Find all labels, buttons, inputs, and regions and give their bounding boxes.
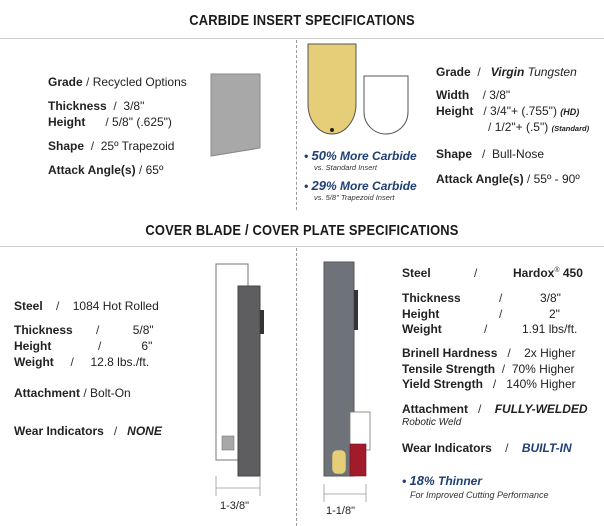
standard-bullnose-insert (364, 76, 408, 134)
cover-section-title: COVER BLADE / COVER PLATE SPECIFICATIONS (145, 222, 459, 239)
recycled-insert-small (222, 436, 234, 450)
virgin-width-row: Width / 3/8" (436, 88, 511, 102)
recycled-grade-row: Grade / Recycled Options (48, 75, 187, 89)
bolt-on-blade-illustration (210, 262, 270, 498)
trapezoid-insert-illustration (208, 72, 264, 158)
thinner-bullet: • 18% Thinner (402, 473, 483, 488)
right-thickness-row: Thickness (402, 291, 461, 305)
carbide-bullet-1: • 50% More Carbide (304, 148, 417, 163)
carbide-divider (296, 40, 297, 210)
left-wear-row: Wear Indicators / NONE (14, 424, 162, 438)
wear-indicator (350, 444, 366, 476)
trapezoid-insert-shape (211, 74, 260, 156)
insert-center-dot (330, 128, 334, 132)
right-dimension-label: 1-1/8" (326, 505, 355, 517)
weld-bead (354, 290, 358, 330)
bolt-on-cover-blade (238, 286, 260, 476)
left-thickness-row: Thickness / 5/8" (14, 323, 154, 337)
virgin-angle-row: Attack Angle(s) / 55º - 90º (436, 172, 580, 186)
virgin-shape-row: Shape / Bull-Nose (436, 147, 545, 161)
built-in-carbide-insert (332, 450, 346, 474)
bullnose-inserts-illustration (304, 40, 414, 140)
bolt-head (260, 310, 264, 334)
cover-title-rule (0, 246, 604, 247)
recycled-thickness-row: Thickness / 3/8" (48, 99, 145, 113)
right-attachment-row: Attachment / FULLY-WELDED (402, 402, 588, 416)
carbide-bullet-2: • 29% More Carbide (304, 178, 417, 193)
right-weight-value: 1.91 lbs/ft. (522, 322, 578, 336)
right-attachment-note: Robotic Weld (402, 417, 462, 428)
welded-blade-illustration (318, 258, 372, 504)
right-weight-row: Weight (402, 322, 442, 336)
thinner-sub: For Improved Cutting Performance (410, 490, 549, 500)
right-yield-row: Yield Strength / 140% Higher (402, 377, 576, 391)
virgin-grade-row: Grade / Virgin Tungsten (436, 65, 577, 79)
left-attachment-row: Attachment / Bolt-On (14, 386, 131, 400)
right-height-row: Height (402, 307, 440, 321)
right-brinell-row: Brinell Hardness / 2x Higher (402, 346, 576, 360)
right-tensile-row: Tensile Strength / 70% Higher (402, 362, 575, 376)
virgin-height-row-1: Height / 3/4"+ (.755") (HD) (436, 104, 580, 118)
right-thickness-value: 3/8" (540, 291, 561, 305)
cover-divider (296, 248, 297, 526)
carbide-bullet-2-sub: vs. 5/8" Trapezoid Insert (314, 193, 395, 202)
hardox-cover-plate (324, 262, 354, 476)
right-steel-row: Steel (402, 266, 431, 280)
right-steel-slash: / (474, 266, 478, 280)
carbide-section-title: CARBIDE INSERT SPECIFICATIONS (189, 12, 415, 29)
left-steel-row: Steel / 1084 Hot Rolled (14, 299, 159, 313)
left-weight-row: Weight / 12.8 lbs./ft. (14, 355, 150, 369)
recycled-angle-row: Attack Angle(s) / 65º (48, 163, 164, 177)
carbide-bullet-1-sub: vs. Standard Insert (314, 163, 377, 172)
left-height-row: Height / 6" (14, 339, 153, 353)
right-steel-value: Hardox® 450 (513, 266, 583, 280)
recycled-height-row: Height / 5/8" (.625") (48, 115, 172, 129)
left-dimension-label: 1-3/8" (220, 500, 249, 512)
virgin-height-row-2: / 1/2"+ (.5") (Standard) (488, 120, 590, 134)
carbide-title-rule (0, 38, 604, 39)
right-height-value: 2" (549, 307, 560, 321)
recycled-shape-row: Shape / 25º Trapezoid (48, 139, 175, 153)
right-wear-row: Wear Indicators / BUILT-IN (402, 441, 572, 455)
hd-bullnose-insert (308, 44, 356, 134)
